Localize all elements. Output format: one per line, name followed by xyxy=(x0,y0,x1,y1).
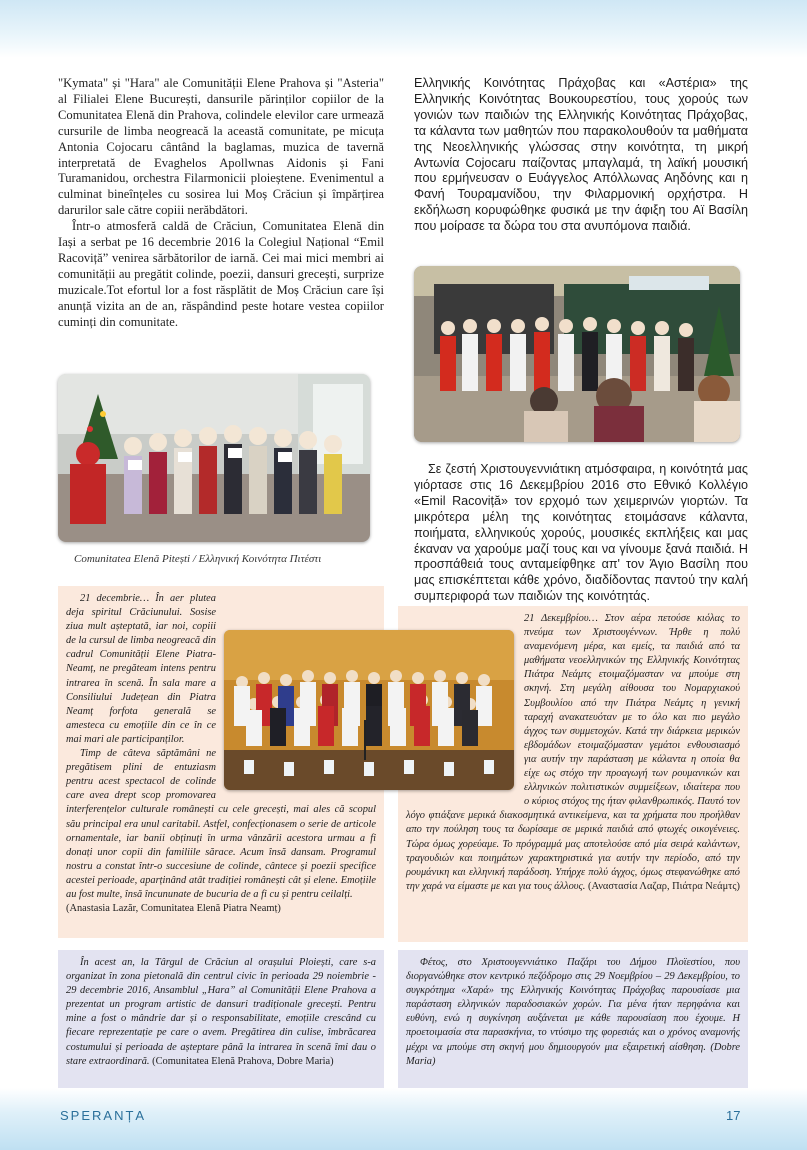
footer-magazine-title: SPERANȚA xyxy=(60,1108,147,1123)
box-ploiesti-ro-text: În acest an, la Târgul de Crăciun al orașului Ploiești, care s-a organizat în zona pietonală din centrul civic în perioada 29 noiembrie - 29 decembrie 2016, Ansamblul „Hara” al Comunității Elene Prahova a prezentat un program artistic de dansuri tradiționale grecești. Pentru mine a fost o mândrie dar și o responsabilitate, emoțiile crescând cu fiecare reprezentație pe care o avem. Pregătirea din culise, îmbrăcarea costumului și perioada de așteptare până la intrarea în scenă îmi dau o stare extraordinară. (Comunitatea Elenă Prahova, Dobre Maria) xyxy=(66,957,376,1067)
photo-pitesti-choir xyxy=(58,374,370,542)
right-column-middle xyxy=(414,462,748,605)
box-neamt-ro-paragraph-2: Timp de câteva săptămâni ne pregătisem plini de entuziasm pentru acest spectacol de colinde care avea drept scop promovarea interferențelor culturale românești cu cele grecești, mai ales că scopul său principal era unul caritabil. Astfel, confecționasem o serie de articole ornamentale, iar banii obținuți în urma vânzării acestora urmau a fi donați unor copii din familiile sărace. Acum însă dansam. Programul nostru a constat într-o succesiune de colinde, cântece și poezii specifice acestei perioade, aparținând atât tradiției românești cât și elene. Emoțiile au fost multe, însă încununate de bucuria de a fi cu și pentru ceilalți. xyxy=(66,748,376,900)
box-ploiesti-romanian xyxy=(58,950,384,1088)
photo-caption-pitesti: Comunitatea Elenă Pitești / Ελληνική Κοινότητα Πιτέστι xyxy=(74,553,322,565)
top-gradient-band xyxy=(0,0,807,58)
photo-piatra-neamt-stage xyxy=(224,630,514,790)
box-neamt-ro-signature: (Anastasia Lazăr, Comunitatea Elenă Piatra Neamț) xyxy=(66,903,281,915)
box-neamt-gr-text: 21 Δεκεμβρίου… Στον αέρα πετούσε κιόλας το πνεύμα των Χριστουγέννων. Ήρθε η πολύ αναμενόμενη μέρα, και εμείς, τα παιδιά από τα μαθήματα νεοελληνικών της Ελληνικής Κοινότητας Πιάτρα Νεάμτς ετοιμαζόμασταν να μπούμε στη σκηνή. Στη μεγάλη αίθουσα του Νομαρχιακού Συμβουλίου από την Πιάτρα Νεάμτς η γενική ταραχή ανακατευόταν με το όλο και πιο μεγάλο άγχος των συμμετοχών. Κατά την διάρκεια μερικών εβδομάδων ετοιμαζόμασταν γεμάτοι ενθουσιασμό για αυτήν την παράσταση με κάλαντα η οποία θα είχε ως στόχο την προαγωγή των ρουμανικών και ελληνικών πολιτιστικών συμμείξεων, ιδιαίτερα που ο κύριος στόχος της ήταν φιλανθρωπικός. Παυτό τον λόγο φτιάξανε μερικά διακοσμητικά αντικείμενα, και τα χρήματα που προήλθαν απο την πούληση τους τα δωρίσαμε σε μερικά παιδιά από φτωχές οικογένειες. Τώρα όμως χορεύαμε. Το πρόγραμμά μας αποτελούσε από μία σειρά καλάντων, τραγουδιών και ποιημάτων χαρακτηριστικά για αυτήν την περίοδο, από την ρουμάνικη και ελληνική παράδοση. Υπήρχε πολύ άγχος, όμως στεφανώθηκε από την χαρά να είμαστε με και για τους άλλους. (Αναστασία Λαζαρ, Πιάτρα Νεάμτς) xyxy=(406,613,740,892)
right-paragraph-1: Ελληνικής Κοινότητας Πράχοβας και «Αστέρια» της Ελληνικής Κοινότητας Βουκουρεστίου, τους χορούς των γονιών των παιδιών της Ελληνικής Κοινότητας Πράχοβας, τα κάλαντα των μαθητών που παρακολουθούν τα μαθήματα της Νεοελληνικής γλώσσας στην κοινότητα, τη μικρή Αντωνία Cojocaru παίζοντας μπαγλαμά, τη λαϊκή μουσική που ερμήνευσαν ο Ευάγγελος Απόλλωνας Αηδόνης και η Φανή Τουραμανίδου, την Φιλαρμονική ορχήστρα. Η εκδήλωση κορυφώθηκε φυσικά με την άφιξη του Αϊ Βασίλη που μοίρασε τα δώρα του στα ανυπόμονα παιδιά. xyxy=(414,76,748,234)
left-paragraph-2: Într-o atmosferă caldă de Crăciun, Comunitatea Elenă din Iași a serbat pe 16 decembrie 2016 la Colegiul Național “Emil Racoviță” venirea sărbătorilor de iarnă. Cei mai mici membri ai comunității au pregătit colinde, poezii, dansuri grecești, surprize muzicale.Tot efortul lor a fost răsplătit de Moș Crăciun care își anunță vizita an de an, răspândind peste hotare vestea copiilor cuminți din comunitate. xyxy=(58,219,384,329)
left-paragraph-1: "Kymata" și "Hara" ale Comunității Elene Prahova și "Asteria" al Filialei Elene București, dansurile părinților copiilor de la Comunitatea Elenă din Prahova, colindele elevilor care urmează cursurile de limba neogreacă la această comunitate, pe micuța Antonia Cojocaru cântând la baglamas, muzica de tavernă interpretată de Evaghelos Apollwnas Aidonis și Fani Turamanidou, orchestra Filarmonicii ploieștene. Evenimentul a culminat bineînțeles cu sosirea lui Moș Crăciun și împărțirea darurilor sale către copiii nerăbdători. xyxy=(58,76,384,218)
right-column-top xyxy=(414,76,748,235)
box-neamt-ro-paragraph-1: 21 decembrie… În aer plutea deja spiritul Crăciunului. Sosise ziua mult așteptată, iar noi, copiii de la cursul de limba neogreacă din cadrul Comunității Elene Piatra-Neamț, ne pregăteam intens pentru intrarea în scenă. În sala mare a Consiliului Județean din Piatra Neamț forfota generală se amesteca cu emoțiile din ce în ce mai mari ale participanților. xyxy=(66,593,216,745)
box-ploiesti-greek xyxy=(398,950,748,1088)
right-paragraph-2: Σε ζεστή Χριστουγεννιάτικη ατμόσφαιρα, η κοινότητά μας γιόρτασε στις 16 Δεκεμβρίου 2016 στο Εθνικό Κολλέγιο «Emil Racoviță» τον ερχομό των χειμερινών γιορτών. Τα μικρότερα μέλη της κοινότητας ετοιμάσανε κάλαντα, ποιήματα, ελληνικούς χορούς, μουσικές εκπλήξεις και μας έκαναν να χαρούμε μαζί τους και να γίνουμε ξανά παιδιά. Η προσπάθειά τους ανταμείφθηκε απ' τον Άγιο Βασίλη που μας επισκέπτεται κάθε χρόνο, διαδίδοντας παντού την καλή συμπεριφορά των παιδιών της κοινότητάς. xyxy=(414,462,748,604)
photo-iasi-stage xyxy=(414,266,740,442)
left-column xyxy=(58,76,384,331)
footer-page-number: 17 xyxy=(726,1108,741,1123)
box-ploiesti-gr-text: Φέτος, στο Χριστουγεννιάτικο Παζάρι του Δήμου Πλοϊεστίου, που διοργανώθηκε στον κεντρικό πεζόδρομο στις 29 Νοεμβρίου – 29 Δεκεμβρίου, το συγκρότημα «Χαρά» της Ελληνικής Κοινότητας Πράχοβας παρουσίασε μια παράσταση ελληνικών παραδοσιακών χορών. Για μένα ήταν περηφάνια και ευθύνη, ενώ η συγκίνηση αυξάνεται με κάθε παρουσίαση που έχουμε. Η προετοιμασία στα παρασκήνια, το ντύσιμο της φορεσιάς και ο χρόνος αναμονής μέχρι να μπούμε στη σκηνή μου δημιουργούν μια εξαιρετική αίσθηση. (Dobre Maria) xyxy=(406,957,740,1067)
